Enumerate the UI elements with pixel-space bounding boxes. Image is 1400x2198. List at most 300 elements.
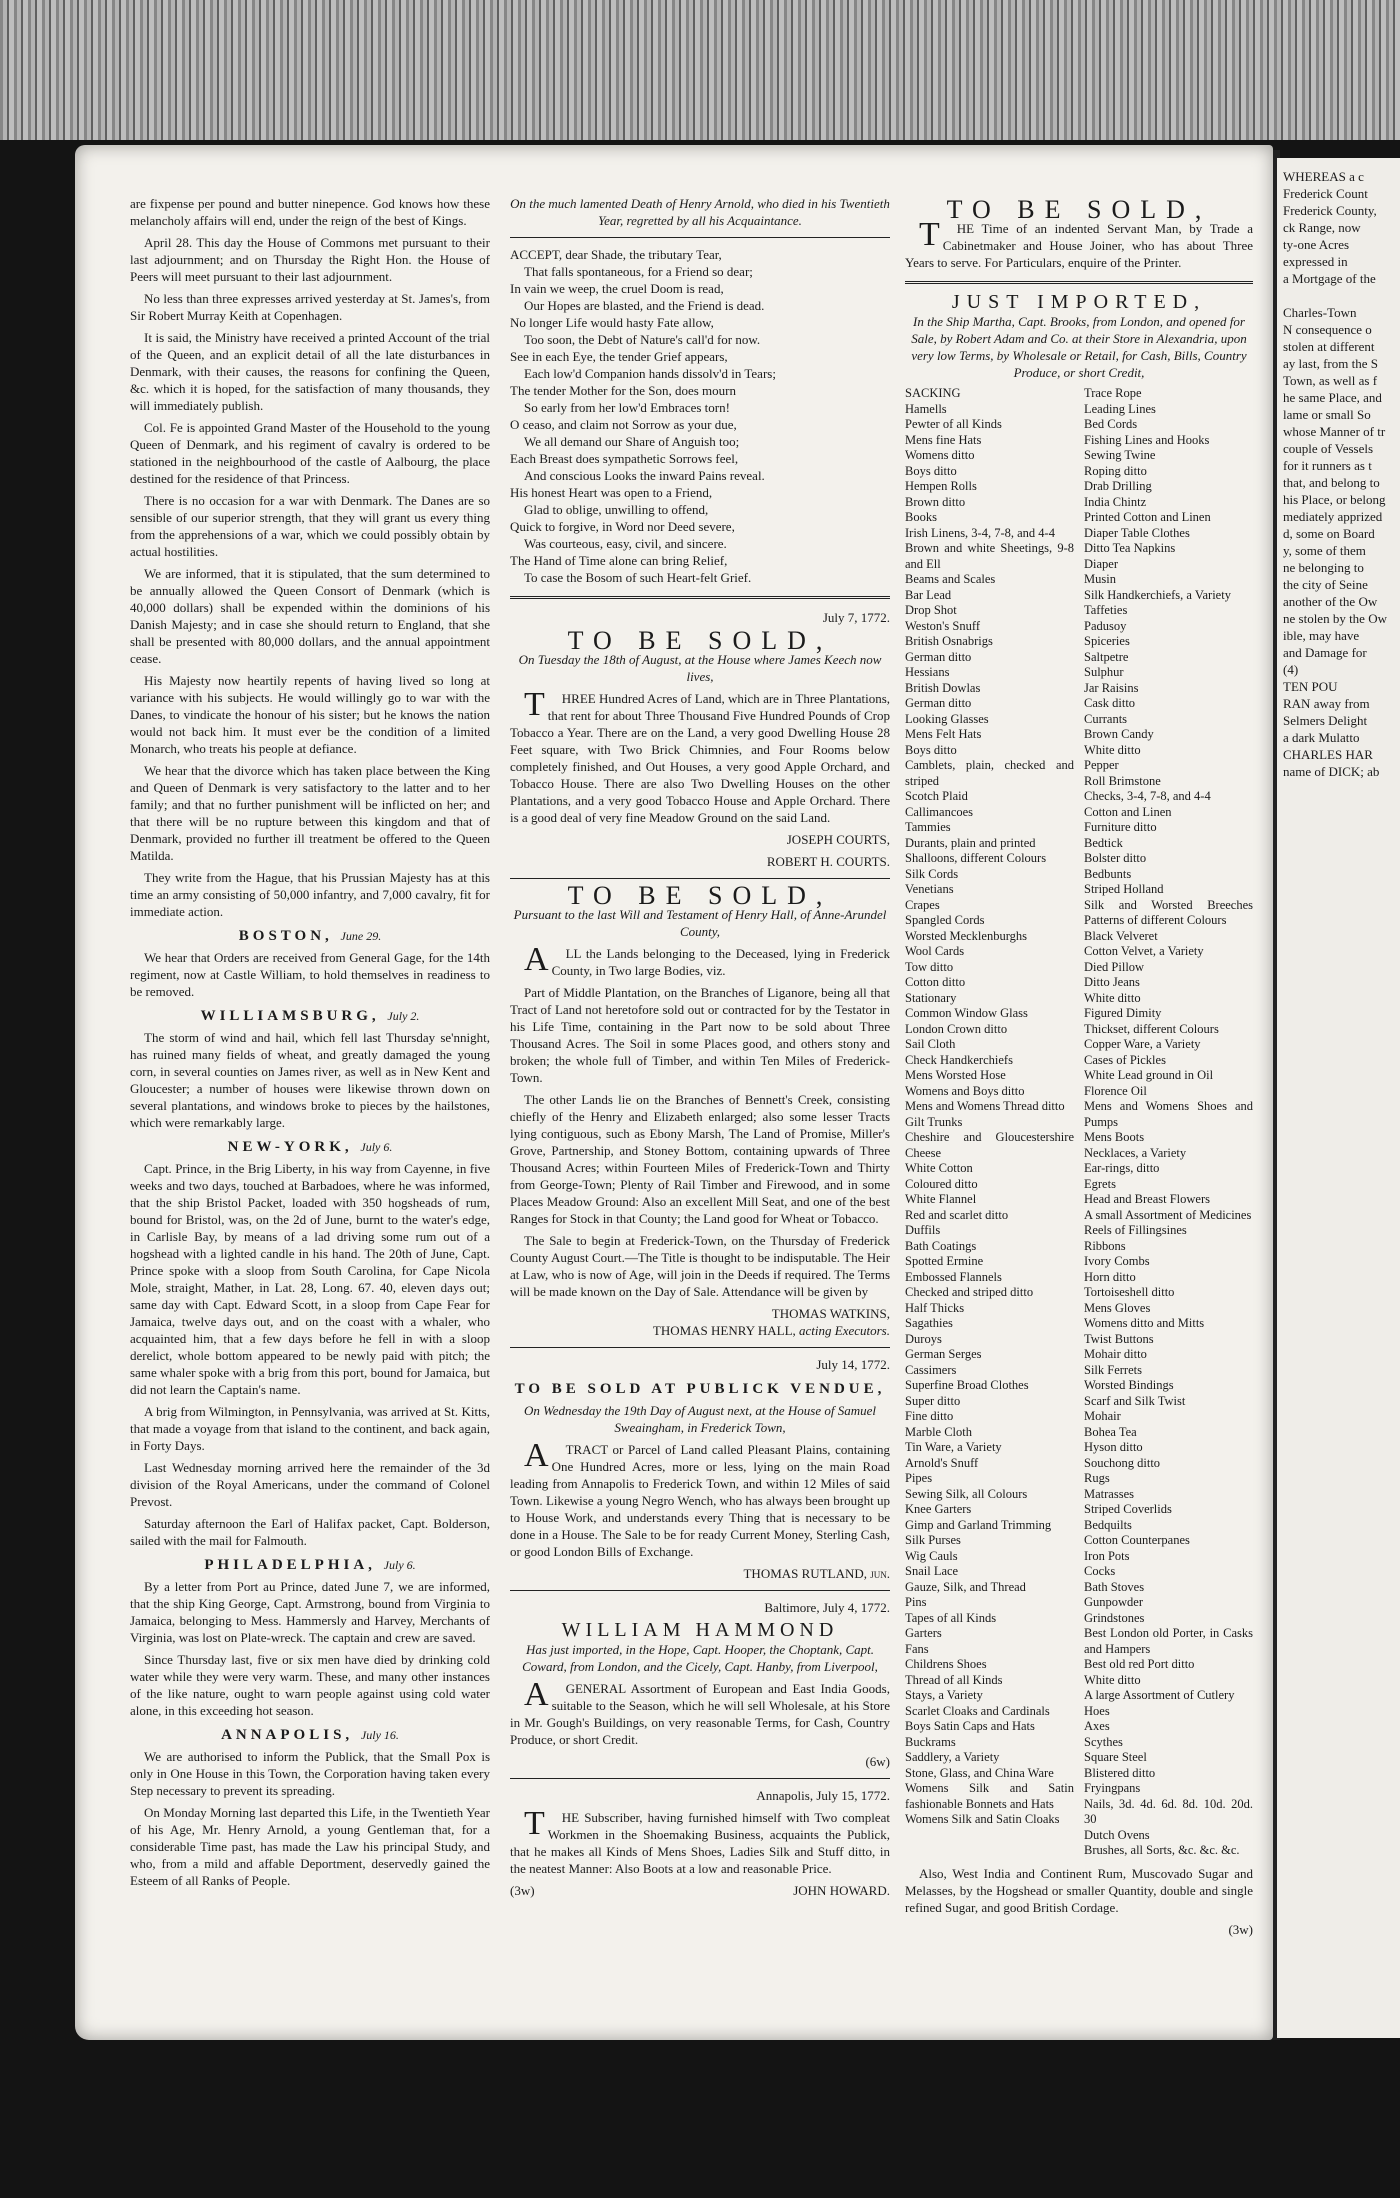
goods-item: Bolster ditto xyxy=(1084,851,1147,865)
goods-item: Necklaces, a Variety xyxy=(1084,1145,1187,1160)
goods-item: Garters xyxy=(905,1626,942,1640)
goods-item: Diaper Table Clothes xyxy=(1084,525,1190,540)
poem-line: We all demand our Share of Anguish too; xyxy=(524,434,740,449)
goods-item: Womens and Boys ditto xyxy=(905,1083,1025,1098)
news-paragraph: Saturday afternoon the Earl of Halifax packet, Capt. Bolderson, sailed with the mail for Falmouth. xyxy=(130,1516,490,1548)
news-paragraph: The storm of wind and hail, which fell last Thursday se'nnight, has ruined many fields of wheat, and greatly damaged the young corn, in several counties on James river, as well as in New Kent and Gloucester; a number of houses were likewise thrown down on several plantations, and windows broke to pieces by the hailstones, which were remarkably large. xyxy=(130,1030,490,1130)
goods-item: Stationary xyxy=(905,990,957,1005)
fragment-line: (4) xyxy=(1283,662,1299,677)
ad-heading: JUST IMPORTED, xyxy=(951,291,1207,313)
goods-item: Brushes, all Sorts, &c. &c. &c. xyxy=(1084,1843,1240,1857)
goods-item: Silk Ferrets xyxy=(1084,1362,1142,1377)
ad-text: ATRACT or Parcel of Land called Pleasant Plains, containing One Hundred Acres, more or less, lying on the main Road leading from Annapolis to Frederick Town, and within 12 Miles of said Town. Likewise a young Negro Wench, who has always been brought up to House Work, and understands every Thing that is necessary to be done in a House. The Sale to be for ready Current Money, Sterling Cash, or good London Bills of Exchange. xyxy=(510,1437,890,1559)
goods-item: Stays, a Variety xyxy=(905,1688,983,1702)
goods-item: Marble Cloth xyxy=(905,1424,973,1439)
goods-item: Silk Purses xyxy=(905,1533,961,1547)
divider xyxy=(510,596,890,599)
poem-line: Glad to oblige, unwilling to offend, xyxy=(524,502,709,517)
ad-text: Also, West India and Continent Rum, Muscovado Sugar and Melasses, by the Hogshead or smaller Quantity, double and single refined Sugar, and good British Cordage. xyxy=(905,1865,1253,1915)
fragment-line: for it runners as t xyxy=(1283,458,1372,473)
ad-date: July 7, 1772. xyxy=(822,610,890,625)
divider xyxy=(510,1590,890,1591)
goods-item: Knee Garters xyxy=(905,1502,972,1516)
goods-item: Mens Felt Hats xyxy=(905,727,982,741)
poem-line: Each low'd Companion hands dissolv'd in Tears; xyxy=(524,366,776,381)
ad-signature: THOMAS RUTLAND, jun. xyxy=(743,1566,890,1581)
news-paragraph: Capt. Prince, in the Brig Liberty, in his way from Cayenne, in five weeks and two days, touched at Barbadoes, where he was informed, that the ship Bristol Packet, loaded with 350 hogsheads of rum, bound for Bristol, was, on the 2d of June, burnt to the water's edge, in Carlisle Bay, by means of a lad driving some rum out of a hogshead with a lighted candle in his hand. The 20th of June, Capt. Prince spoke with a sloop from South Carolina, for Cape Nicola Mole, straight, Mather, in Lat. 28, Long. 67. 40, eleven days out; same day with Capt. Edward Scott, in a sloop from Cape Fear for Jamaica, twelve days out, and on the coast with a whaler, who acquainted him, that a few days before he fell in with a sloop derelict, whole bottom appeared to be newly paid with pitch; the same whaler spoke with a brig from this port, bound for Jamaica, but did not learn the Captain's name. xyxy=(130,1161,490,1397)
column-poem-and-ads xyxy=(510,195,890,1904)
goods-item: Tin Ware, a Variety xyxy=(905,1440,1002,1454)
goods-item: Camblets, plain, checked and striped xyxy=(905,758,1074,788)
fragment-line: ne stolen by the Ow xyxy=(1283,611,1387,626)
fragment-line: stolen at different xyxy=(1283,339,1375,354)
goods-item: Sewing Twine xyxy=(1084,448,1156,462)
goods-item: Embossed Flannels xyxy=(905,1269,1002,1284)
goods-item: Dutch Ovens xyxy=(1084,1827,1150,1842)
goods-item: Mens and Womens Shoes and Pumps xyxy=(1084,1099,1253,1129)
ad-text: AGENERAL Assortment of European and East India Goods, suitable to the Season, which he will sell Wholesale, at his Store in Mr. Gough's Buildings, on very reasonable Terms, for Cash, Country Produce, or short Credit. xyxy=(510,1676,890,1747)
poem-line: To case the Bosom of such Heart-felt Grief. xyxy=(524,570,752,585)
column-goods-ads xyxy=(905,195,1253,1943)
goods-item: Ribbons xyxy=(1084,1238,1126,1253)
goods-item: Saltpetre xyxy=(1084,649,1129,664)
goods-item: Iron Pots xyxy=(1084,1548,1130,1563)
goods-item: Silk Handkerchiefs, a Variety xyxy=(1084,587,1231,602)
fragment-line: Frederick Count xyxy=(1283,186,1368,201)
goods-item: Bed Cords xyxy=(1084,417,1138,431)
goods-item: Callimancoes xyxy=(905,804,974,819)
goods-item: Ditto Jeans xyxy=(1084,975,1140,989)
goods-item: Mohair ditto xyxy=(1084,1347,1147,1361)
goods-item: Brown and white Sheetings, 9-8 and Ell xyxy=(905,541,1074,571)
goods-item: Roll Brimstone xyxy=(1084,773,1161,788)
poem-line: ACCEPT, dear Shade, the tributary Tear, xyxy=(510,247,722,262)
goods-item: Tapes of all Kinds xyxy=(905,1610,997,1625)
goods-item: Super ditto xyxy=(905,1393,961,1408)
goods-item: Black Velveret xyxy=(1084,928,1158,943)
goods-item: Best old red Port ditto xyxy=(1084,1657,1195,1671)
goods-item: Sail Cloth xyxy=(905,1037,956,1051)
goods-item: Mens and Womens Thread ditto xyxy=(905,1099,1065,1113)
poem-line: See in each Eye, the tender Grief appears, xyxy=(510,349,728,364)
goods-list xyxy=(905,386,1253,1859)
goods-item: Florence Oil xyxy=(1084,1083,1147,1098)
goods-item: Mens Boots xyxy=(1084,1130,1145,1144)
news-paragraph: We are authorised to inform the Publick, that the Small Pox is only in One House in this Town, the Corporation having taken every Step necessary to prevent its spreading. xyxy=(130,1749,490,1798)
dateline-new-york: NEW-YORK, July 6. xyxy=(227,1139,393,1155)
poem-line: The tender Mother for the Son, does mourn xyxy=(510,383,737,398)
goods-item: Sewing Silk, all Colours xyxy=(905,1486,1028,1501)
divider xyxy=(510,1778,890,1779)
fragment-line: his Place, or belong xyxy=(1283,492,1386,507)
ad-heading: TO BE SOLD, xyxy=(567,881,833,910)
goods-item: Bedquilts xyxy=(1084,1517,1132,1532)
goods-item: Checked and striped ditto xyxy=(905,1285,1034,1299)
goods-item: German Serges xyxy=(905,1347,982,1361)
news-paragraph: By a letter from Port au Prince, dated June 7, we are informed, that the ship King George, Capt. Armstrong, bound from Virginia to Jamaica, belonging to Mess. Hammersly and Harvey, Merchants of Virginia, was lost on Plate-wreck. The captain and crew are saved. xyxy=(130,1579,490,1645)
ad-date: Baltimore, July 4, 1772. xyxy=(764,1600,890,1615)
goods-item: Bohea Tea xyxy=(1084,1424,1137,1439)
fragment-line: ne belonging to xyxy=(1283,560,1364,575)
goods-item: Square Steel xyxy=(1084,1750,1147,1764)
goods-item: Shalloons, different Colours xyxy=(905,851,1047,865)
goods-item: Cotton Counterpanes xyxy=(1084,1533,1190,1547)
ad-text: THREE Hundred Acres of Land, which are in Three Plantations, that rent for about Three Thousand Five Hundred Pounds of Crop Tobacco a Year. There are on the Land, a very good Dwelling House 28 Feet square, with Two Brick Chimnies, and Four Rooms below completely finished, and Out Houses, a very good Apple Orchard, and Tobacco House. There are also Two Dwelling Houses on the other Plantations, and a very good Tobacco House and Apple Orchard. There is a good deal of very fine Meadow Ground on the said Land. xyxy=(510,686,890,825)
goods-item: German ditto xyxy=(905,649,972,664)
goods-item: Books xyxy=(905,510,937,524)
goods-item: Womens Silk and Satin fashionable Bonnets and Hats xyxy=(905,1781,1074,1811)
fragment-line: Frederick County, xyxy=(1283,203,1377,218)
goods-item: White ditto xyxy=(1084,742,1141,757)
goods-item: Stone, Glass, and China Ware xyxy=(905,1765,1054,1780)
newspaper-page xyxy=(75,145,1273,2040)
fragment-line: Selmers Delight xyxy=(1283,713,1368,728)
goods-item: Venetians xyxy=(905,882,954,896)
fragment-line: RAN away from xyxy=(1283,696,1370,711)
fragment-line: Town, as well as f xyxy=(1283,373,1378,388)
goods-item: Figured Dimity xyxy=(1084,1006,1162,1020)
goods-item: Taffeties xyxy=(1084,603,1128,617)
news-paragraph: His Majesty now heartily repents of having lived so long at variance with his subjects. He would willingly go to war with the Danes, to vindicate the honour of his sister; but he knows the nation would not back him. It must ever be the condition of a limited Monarch, who treats his people at defiance. xyxy=(130,673,490,756)
goods-item: Egrets xyxy=(1084,1176,1116,1191)
goods-item: Drab Drilling xyxy=(1084,479,1152,493)
divider xyxy=(510,237,890,238)
goods-item: Fine ditto xyxy=(905,1409,954,1423)
poem-line: That falls spontaneous, for a Friend so dear; xyxy=(524,264,753,279)
ad-text: The Sale to begin at Frederick-Town, on the Thursday of Frederick County August Court.—The Title is thought to be indisputable. The Heir at Law, who is now of Age, will join in the Deeds if required. The Terms will be made known on the Day of Sale. Attendance will be given by xyxy=(510,1233,890,1299)
goods-item: Drop Shot xyxy=(905,603,957,617)
news-paragraph: We are informed, that it is stipulated, that the sum determined to be annually allowed the Queen Consort of Denmark (which is 40,000 dollars) shall be expended within the dominions of his Danish Majesty; and in case she should return to England, that she shall be presented with 80,000 dollars, and the annual appointment cease. xyxy=(130,566,490,666)
poem-line: The Hand of Time alone can bring Relief, xyxy=(510,553,728,568)
goods-item: Womens Silk and Satin Cloaks xyxy=(905,1812,1060,1826)
poem-line: Too soon, the Debt of Nature's call'd for now. xyxy=(524,332,761,347)
ad-subheading: In the Ship Martha, Capt. Brooks, from London, and opened for Sale, by Robert Adam and Co. at their Store in Alexandria, upon very low Terms, by Wholesale or Retail, for Cash, Bills, Country Produce, or short Credit, xyxy=(911,314,1247,380)
goods-item: London Crown ditto xyxy=(905,1021,1008,1036)
goods-item: Cask ditto xyxy=(1084,696,1136,710)
ad-footer xyxy=(510,1882,890,1899)
goods-item: Thread of all Kinds xyxy=(905,1672,1003,1687)
goods-item: Printed Cotton and Linen xyxy=(1084,510,1211,524)
ad-heading: TO BE SOLD AT PUBLICK VENDUE, xyxy=(514,1381,886,1397)
news-paragraph: We hear that the divorce which has taken place between the King and Queen of Denmark is very satisfactory to the latter and to her family; and that no further punishment will be inflicted on her; and that there will be no rupture between this kingdom and that of Denmark, provided no further ill treatment be offered to the Queen Matilda. xyxy=(130,763,490,863)
goods-item: Ditto Tea Napkins xyxy=(1084,541,1176,555)
news-paragraph: April 28. This day the House of Commons met pursuant to their last adjournment; and on Thursday the Right Hon. the House of Peers will meet pursuant to their last adjournment. xyxy=(130,235,490,284)
goods-item: White ditto xyxy=(1084,990,1141,1005)
goods-item: Check Handkerchiefs xyxy=(905,1052,1013,1067)
adjacent-page-fragment xyxy=(1277,158,1400,2038)
news-paragraph: Col. Fe is appointed Grand Master of the Household to the young Queen of Denmark, and his regiment of cavalry is ordered to be stationed in the neighbourhood of the castle of Aalbourg, the place destined for the residence of that Princess. xyxy=(130,420,490,486)
goods-item: Half Thicks xyxy=(905,1300,965,1315)
goods-item: Worsted Mecklenburghs xyxy=(905,928,1028,943)
ad-text: THE Time of an indented Servant Man, by Trade a Cabinetmaker and House Joiner, who has about Three Years to serve. For Particulars, enquire of the Printer. xyxy=(905,216,1253,270)
ad-date: Annapolis, July 15, 1772. xyxy=(756,1788,890,1803)
goods-item: Hyson ditto xyxy=(1084,1440,1143,1454)
ad-subheading: On Wednesday the 19th Day of August next, at the House of Samuel Sweaingham, in Frederick Town, xyxy=(523,1403,877,1435)
goods-item: Ear-rings, ditto xyxy=(1084,1161,1160,1175)
goods-item: SACKING xyxy=(905,386,961,400)
goods-item: Superfine Broad Clothes xyxy=(905,1378,1029,1392)
goods-item: Scarlet Cloaks and Cardinals xyxy=(905,1703,1050,1718)
poem-line: Was courteous, easy, civil, and sincere. xyxy=(524,536,727,551)
goods-item: Boys ditto xyxy=(905,463,957,478)
goods-item: Copper Ware, a Variety xyxy=(1084,1037,1201,1051)
goods-item: Checks, 3-4, 7-8, and 4-4 xyxy=(1084,789,1211,803)
goods-item: Striped Holland xyxy=(1084,882,1164,896)
goods-item: Brown Candy xyxy=(1084,727,1154,741)
goods-item: Cotton Velvet, a Variety xyxy=(1084,944,1204,958)
goods-item: Bedbunts xyxy=(1084,866,1132,881)
goods-item: Hempen Rolls xyxy=(905,479,977,493)
goods-item: Durants, plain and printed xyxy=(905,835,1036,850)
poem-line: No longer Life would hasty Fate allow, xyxy=(510,315,714,330)
goods-item: Matrasses xyxy=(1084,1486,1134,1501)
fragment-line: that, and belong to xyxy=(1283,475,1380,490)
goods-item: Cheshire and Gloucestershire Cheese xyxy=(905,1130,1074,1160)
goods-item: British Dowlas xyxy=(905,680,981,695)
fragment-line: ay last, from the S xyxy=(1283,356,1378,371)
news-paragraph: On Monday Morning last departed this Life, in the Twentieth Year of his Age, Mr. Henry Arnold, a young Gentleman that, for a considerable Time past, has made the Law his principal Study, and who, from a mild and affable Deportment, deservedly gained the Esteem of all Ranks of People. xyxy=(130,1805,490,1888)
goods-item: Womens ditto xyxy=(905,448,975,462)
goods-item: Striped Coverlids xyxy=(1084,1502,1172,1516)
goods-item: Spangled Cords xyxy=(905,913,985,927)
goods-item: Irish Linens, 3-4, 7-8, and 4-4 xyxy=(905,525,1055,540)
poem-line: O ceaso, and claim not Sorrow as your due, xyxy=(510,417,737,432)
ad-subheading: Has just imported, in the Hope, Capt. Hooper, the Choptank, Capt. Coward, from London, and the Cicely, Capt. Hanby, from Liverpool, xyxy=(522,1642,878,1674)
ad-text: The other Lands lie on the Branches of Bennett's Creek, consisting chiefly of the Henry and Elizabeth enlarged; also some lesser Tracts lying contiguous, such as Ebony Marsh, The Land of Promise, Miller's Grove, Partnership, and Stoney Bottom, containing upwards of Three Thousand Acres; within Fourteen Miles of Frederick-Town and Thirty from George-Town; Plenty of Rail Timber and Firewood, and in some Places Meadow Ground: Also an excellent Mill Seat, and one of the best Ranges for Stock in that County; the Land good for Wheat or Tobacco. xyxy=(510,1092,890,1226)
news-paragraph: Last Wednesday morning arrived here the remainder of the 3d division of the Royal Americans, under the command of Colonel Prevost. xyxy=(130,1460,490,1509)
dateline-williamsburg: WILLIAMSBURG, July 2. xyxy=(200,1008,420,1024)
goods-item: Pins xyxy=(905,1595,927,1609)
goods-item: White Flannel xyxy=(905,1192,977,1206)
goods-item: Buckrams xyxy=(905,1734,956,1749)
goods-item: Mens fine Hats xyxy=(905,432,982,447)
goods-item: Axes xyxy=(1084,1719,1110,1733)
ad-signature: THOMAS WATKINS, THOMAS HENRY HALL, acting Executors. xyxy=(652,1306,890,1338)
goods-item: Souchong ditto xyxy=(1084,1455,1161,1470)
goods-item: Snail Lace xyxy=(905,1564,959,1578)
poem-line: In vain we weep, the cruel Doom is read, xyxy=(510,281,724,296)
goods-item: Weston's Snuff xyxy=(905,618,980,633)
ad-heading: WILLIAM HAMMOND xyxy=(561,1619,839,1641)
goods-item: Tammies xyxy=(905,820,951,834)
goods-item: Leading Lines xyxy=(1084,401,1156,416)
goods-item: Spotted Ermine xyxy=(905,1254,984,1268)
goods-item: Nails, 3d. 4d. 6d. 8d. 10d. 20d. 30 xyxy=(1084,1796,1253,1826)
goods-item: Ivory Combs xyxy=(1084,1254,1150,1268)
fragment-line: y, some of them xyxy=(1283,543,1366,558)
poem-line: So early from her low'd Embraces torn! xyxy=(524,400,730,415)
goods-item: Coloured ditto xyxy=(905,1176,978,1191)
fragment-line: lame or small So xyxy=(1283,407,1371,422)
goods-item: Hamells xyxy=(905,401,947,416)
goods-item: Common Window Glass xyxy=(905,1006,1028,1020)
ad-text: THE Subscriber, having furnished himself with Two compleat Workmen in the Shoemaking Business, acquaints the Publick, that he makes all Kinds of Mens Shoes, Ladies Silk and Stuff ditto, in the neatest Manner: Also Boots at a low and reasonable Price. xyxy=(510,1805,890,1876)
goods-item: Cassimers xyxy=(905,1362,957,1377)
poem-line: His honest Heart was open to a Friend, xyxy=(510,485,713,500)
goods-item: Reels of Fillingsines xyxy=(1084,1223,1187,1237)
goods-item: Hoes xyxy=(1084,1703,1110,1718)
news-paragraph: They write from the Hague, that his Prussian Majesty has at this time an army consisting of 50,000 infantry, and 7,000 cavalry, fit for immediate action. xyxy=(130,870,490,919)
goods-item: Padusoy xyxy=(1084,618,1127,633)
goods-item: Furniture ditto xyxy=(1084,820,1157,834)
news-paragraph: We hear that Orders are received from General Gage, for the 14th regiment, now at Castle William, to hold themselves in readiness to be removed. xyxy=(130,950,490,999)
goods-item: Tortoiseshell ditto xyxy=(1084,1285,1175,1299)
news-paragraph: It is said, the Ministry have received a printed Account of the trial of the Queen, and an explicit detail of all the late disturbances in Denmark, with their causes, the reasons for confining the Queen, &c. which it is hoped, for the satisfaction of many thousands, they will immediately publish. xyxy=(130,330,490,413)
fragment-line: CHARLES HAR xyxy=(1283,747,1373,762)
goods-item: Mens Worsted Hose xyxy=(905,1068,1006,1082)
goods-item: Boys ditto xyxy=(905,742,957,757)
poem-title: On the much lamented Death of Henry Arnold, who died in his Twentieth Year, regretted by all his Acquaintance. xyxy=(510,196,890,228)
goods-item: Grindstones xyxy=(1084,1610,1145,1625)
goods-item: Fishing Lines and Hooks xyxy=(1084,432,1210,447)
poem-line: Each Breast does sympathetic Sorrows feel, xyxy=(510,451,739,466)
goods-item: Head and Breast Flowers xyxy=(1084,1192,1211,1206)
fragment-line xyxy=(1283,287,1396,304)
divider xyxy=(905,281,1253,284)
goods-item: Gunpowder xyxy=(1084,1595,1144,1609)
fragment-line: expressed in xyxy=(1283,254,1348,269)
divider xyxy=(510,1347,890,1348)
ad-run-mark: (3w) xyxy=(1228,1921,1253,1937)
goods-column-right xyxy=(1084,386,1253,1859)
fragment-line: ible, may have xyxy=(1283,628,1360,643)
ad-heading: TO BE SOLD, xyxy=(946,195,1212,224)
goods-item: Twist Buttons xyxy=(1084,1331,1154,1346)
goods-item: Blistered ditto xyxy=(1084,1765,1156,1780)
goods-item: Gimp and Garland Trimming xyxy=(905,1517,1052,1532)
fragment-line: he same Place, and xyxy=(1283,390,1382,405)
goods-item: Arnold's Snuff xyxy=(905,1455,979,1470)
goods-item: Red and scarlet ditto xyxy=(905,1207,1009,1222)
goods-item: Died Pillow xyxy=(1084,959,1145,974)
goods-item: White ditto xyxy=(1084,1672,1141,1687)
goods-item: Horn ditto xyxy=(1084,1269,1136,1284)
goods-item: Gilt Trunks xyxy=(905,1114,963,1129)
goods-item: Currants xyxy=(1084,711,1128,726)
goods-item: Roping ditto xyxy=(1084,463,1147,478)
ad-signature: JOHN HOWARD. xyxy=(793,1883,890,1898)
goods-item: German ditto xyxy=(905,696,972,710)
news-paragraph: No less than three expresses arrived yesterday at St. James's, from Sir Robert Murray Keith at Copenhagen. xyxy=(130,291,490,323)
ad-heading: TO BE SOLD, xyxy=(567,626,833,655)
column-news xyxy=(130,195,490,1894)
goods-item: Beams and Scales xyxy=(905,572,996,586)
ad-signature: JOSEPH COURTS, xyxy=(786,832,890,847)
goods-item: Womens ditto and Mitts xyxy=(1084,1316,1205,1330)
fragment-line: mediately apprized xyxy=(1283,509,1383,524)
goods-item: Cotton and Linen xyxy=(1084,804,1172,819)
goods-item: Scarf and Silk Twist xyxy=(1084,1393,1186,1408)
goods-item: Silk Cords xyxy=(905,866,959,881)
poem-line: Our Hopes are blasted, and the Friend is dead. xyxy=(524,298,765,313)
goods-item: Fans xyxy=(905,1641,929,1656)
goods-column-left xyxy=(905,386,1074,1859)
fragment-line: WHEREAS a c xyxy=(1283,169,1364,184)
dateline-boston: BOSTON, June 29. xyxy=(238,928,382,944)
goods-item: Bar Lead xyxy=(905,587,952,602)
goods-item: Hessians xyxy=(905,665,950,679)
goods-item: Duroys xyxy=(905,1331,942,1346)
fragment-line: a Mortgage of the xyxy=(1283,271,1376,286)
ad-signature: ROBERT H. COURTS. xyxy=(766,854,890,869)
fragment-text xyxy=(1277,158,1400,780)
goods-item: Crapes xyxy=(905,897,940,912)
goods-item: Cocks xyxy=(1084,1564,1116,1578)
fragment-line: the city of Seine xyxy=(1283,577,1368,592)
goods-item: India Chintz xyxy=(1084,494,1147,509)
ad-run-mark: (3w) xyxy=(510,1883,535,1898)
goods-item: Duffils xyxy=(905,1223,941,1237)
goods-item: Tow ditto xyxy=(905,959,954,974)
goods-item: Bath Coatings xyxy=(905,1238,977,1253)
goods-item: Sulphur xyxy=(1084,665,1124,679)
poem-line: Quick to forgive, in Word nor Deed severe, xyxy=(510,519,735,534)
goods-item: Trace Rope xyxy=(1084,386,1142,400)
goods-item: Worsted Bindings xyxy=(1084,1378,1174,1392)
fragment-line: ty-one Acres xyxy=(1283,237,1350,252)
goods-item: A small Assortment of Medicines xyxy=(1084,1207,1252,1222)
fragment-line: TEN POU xyxy=(1283,679,1338,694)
goods-item: Musin xyxy=(1084,572,1116,586)
goods-item: White Lead ground in Oil xyxy=(1084,1068,1214,1082)
news-paragraph: Since Thursday last, five or six men have died by drinking cold water while they were very warm. These, and many other instances of the like nature, ought to warn people against using cold water alone, in this exceeding hot season. xyxy=(130,1652,490,1718)
goods-item: British Osnabrigs xyxy=(905,634,993,648)
goods-item: Pewter of all Kinds xyxy=(905,417,1002,431)
news-intro: are fixpense per pound and butter ninepence. God knows how these melancholy affairs will end, under the reign of the best of Kings. xyxy=(130,196,490,228)
fragment-line: couple of Vessels xyxy=(1283,441,1374,456)
goods-item: Silk and Worsted Breeches Patterns of different Colours xyxy=(1084,897,1253,927)
goods-item: Thickset, different Colours xyxy=(1084,1021,1219,1036)
goods-item: Jar Raisins xyxy=(1084,680,1139,695)
goods-item: Mens Gloves xyxy=(1084,1300,1151,1315)
goods-item: Bedtick xyxy=(1084,835,1123,850)
goods-item: Diaper xyxy=(1084,556,1119,571)
goods-item: Best London old Porter, in Casks and Hampers xyxy=(1084,1626,1253,1656)
goods-item: Cotton ditto xyxy=(905,975,966,989)
goods-item: Boys Satin Caps and Hats xyxy=(905,1719,1035,1733)
ad-text: ALL the Lands belonging to the Deceased, lying in Frederick County, in Two large Bodies, viz. xyxy=(524,941,890,978)
fragment-line: name of DICK; ab xyxy=(1283,764,1380,779)
goods-item: Sagathies xyxy=(905,1316,953,1330)
news-paragraph: There is no occasion for a war with Denmark. The Danes are so sensible of our superior strength, that they will grant us every thing from the apprehensions of a war, which we could possibly obtain by actual hostilities. xyxy=(130,493,490,559)
goods-item: A large Assortment of Cutlery xyxy=(1084,1688,1235,1702)
fragment-line: Charles-Town xyxy=(1283,305,1357,320)
goods-item: Gauze, Silk, and Thread xyxy=(905,1579,1026,1594)
goods-item: Wool Cards xyxy=(905,944,965,958)
goods-item: Saddlery, a Variety xyxy=(905,1750,1000,1764)
ad-subheading: Pursuant to the last Will and Testament of Henry Hall, of Anne-Arundel County, xyxy=(513,907,887,939)
goods-item: Pepper xyxy=(1084,758,1119,772)
goods-item: Scythes xyxy=(1084,1734,1123,1749)
fragment-line: ck Range, now xyxy=(1283,220,1361,235)
dateline-annapolis: ANNAPOLIS, July 16. xyxy=(221,1727,399,1743)
fragment-line: another of the Ow xyxy=(1283,594,1378,609)
ad-date: July 14, 1772. xyxy=(816,1357,890,1372)
scan-top-margin xyxy=(0,0,1400,140)
divider xyxy=(510,878,890,879)
ad-text: Part of Middle Plantation, on the Branches of Liganore, being all that Tract of Land not heretofore sold out or contracted for by the Testator in his Life Time, containing in the Part now to be sold about Three Thousand Acres. The Soil in some Places good, and others stony and broken; the whole full of Timber, and within Ten Miles of Frederick-Town. xyxy=(510,985,890,1085)
ad-run-mark: (6w) xyxy=(865,1754,890,1769)
goods-item: White Cotton xyxy=(905,1161,973,1175)
goods-item: Looking Glasses xyxy=(905,711,989,726)
elegy-poem xyxy=(510,246,890,586)
poem-line: And conscious Looks the inward Pains reveal. xyxy=(524,468,765,483)
goods-item: Pipes xyxy=(905,1471,933,1485)
ad-subheading: On Tuesday the 18th of August, at the House where James Keech now lives, xyxy=(518,652,882,684)
goods-item: Bath Stoves xyxy=(1084,1579,1145,1594)
goods-item: Wig Cauls xyxy=(905,1548,958,1563)
goods-item: Rugs xyxy=(1084,1471,1110,1485)
